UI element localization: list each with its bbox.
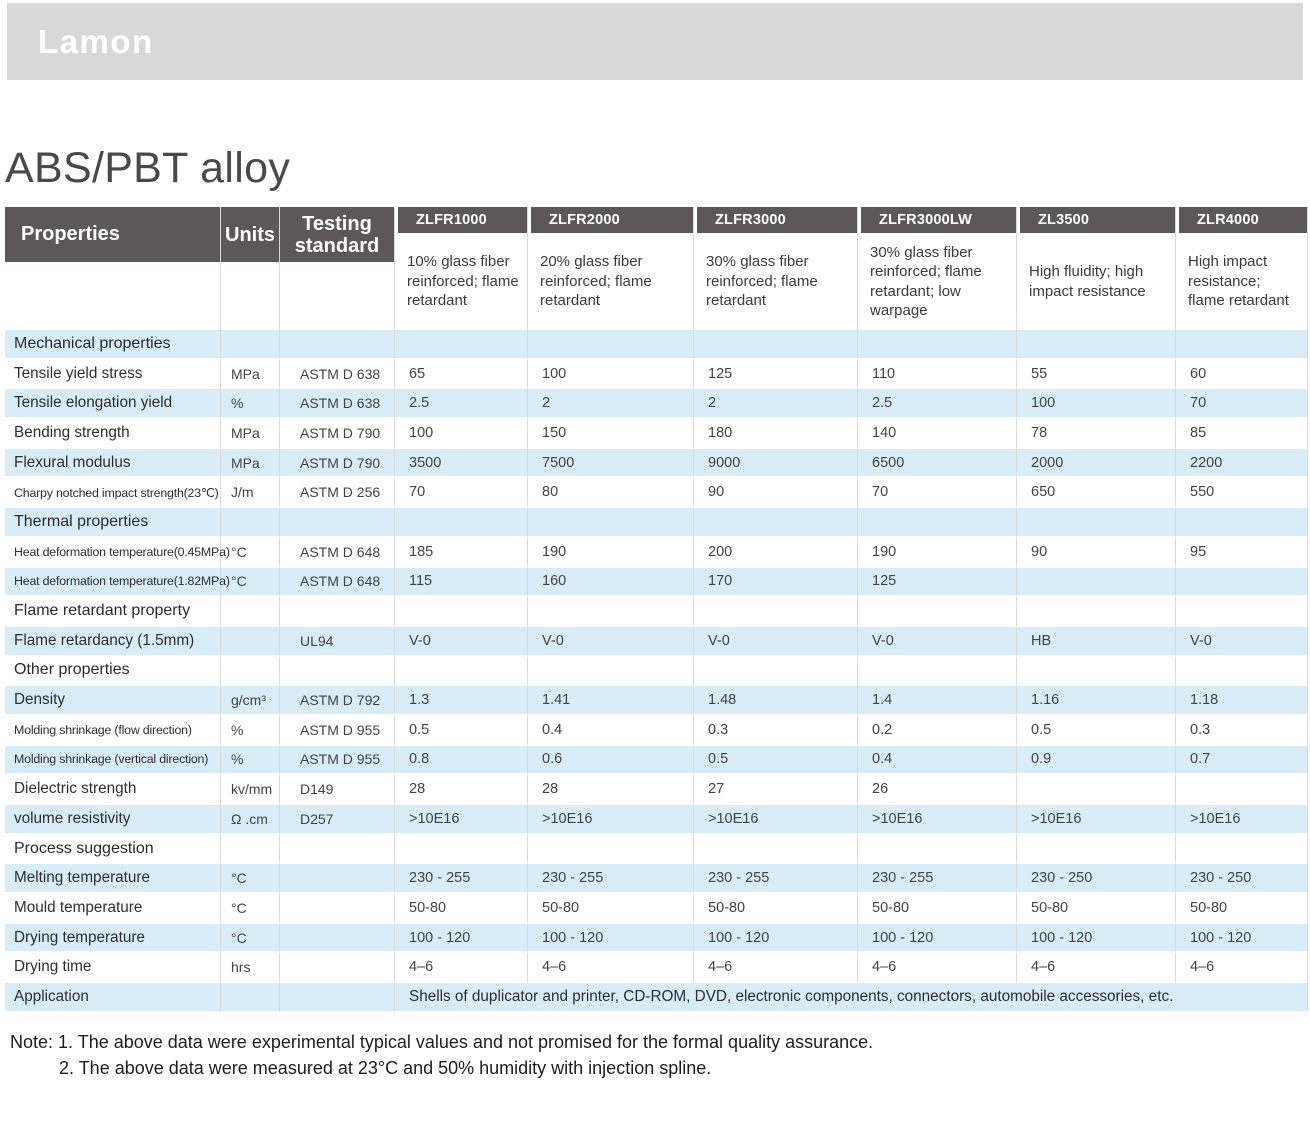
property-label-cell-volume-resistivity: volume resistivity bbox=[5, 805, 221, 835]
unit-cell: hrs bbox=[221, 953, 280, 983]
standard-cell bbox=[280, 657, 395, 687]
value-cell: 2 bbox=[528, 389, 694, 419]
value-cell: 140 bbox=[858, 419, 1017, 449]
value-cell bbox=[1017, 508, 1176, 538]
standard-cell: D257 bbox=[280, 805, 395, 835]
value-cell: 100 - 120 bbox=[1017, 924, 1176, 954]
value-cell: 70 bbox=[858, 478, 1017, 508]
table-row bbox=[5, 983, 1308, 1013]
value-cell: 1.4 bbox=[858, 686, 1017, 716]
value-cell: 0.5 bbox=[1017, 716, 1176, 746]
section-label-cell-other-properties: Other properties bbox=[5, 657, 221, 687]
value-cell: 2.5 bbox=[395, 389, 528, 419]
section-label-cell-process-suggestion: Process suggestion bbox=[5, 835, 221, 865]
value-cell: 550 bbox=[1176, 478, 1308, 508]
value-cell: V-0 bbox=[528, 627, 694, 657]
brand-banner bbox=[7, 3, 1303, 80]
value-cell: V-0 bbox=[395, 627, 528, 657]
value-cell bbox=[1017, 568, 1176, 598]
value-cell bbox=[395, 657, 528, 687]
note-line-2: 2. The above data were measured at 23°C and 50% humidity with injection spline. bbox=[59, 1057, 712, 1078]
value-cell bbox=[694, 835, 858, 865]
value-cell bbox=[858, 597, 1017, 627]
value-cell bbox=[1176, 597, 1308, 627]
unit-cell bbox=[221, 508, 280, 538]
standard-cell bbox=[280, 330, 395, 360]
standard-cell: ASTM D 638 bbox=[280, 389, 395, 419]
value-cell: 650 bbox=[1017, 478, 1176, 508]
value-cell: 100 bbox=[528, 360, 694, 390]
value-cell bbox=[1176, 657, 1308, 687]
standard-cell bbox=[280, 864, 395, 894]
value-cell: >10E16 bbox=[1176, 805, 1308, 835]
value-cell: 230 - 255 bbox=[694, 864, 858, 894]
value-cell: 50-80 bbox=[528, 894, 694, 924]
value-cell bbox=[694, 597, 858, 627]
value-cell: 4–6 bbox=[528, 953, 694, 983]
value-cell: 55 bbox=[1017, 360, 1176, 390]
column-header-testing-standard bbox=[280, 207, 395, 330]
standard-cell: ASTM D 792 bbox=[280, 686, 395, 716]
property-label-cell-dielectric-strength: Dielectric strength bbox=[5, 775, 221, 805]
value-cell bbox=[1176, 330, 1308, 360]
value-cell bbox=[1176, 568, 1308, 598]
value-cell: 2.5 bbox=[858, 389, 1017, 419]
value-cell: 1.48 bbox=[694, 686, 858, 716]
table-header bbox=[5, 207, 1308, 330]
standard-cell: ASTM D 648 bbox=[280, 538, 395, 568]
standard-cell: ASTM D 256 bbox=[280, 478, 395, 508]
value-cell: 100 - 120 bbox=[858, 924, 1017, 954]
value-cell bbox=[1017, 657, 1176, 687]
value-cell: 90 bbox=[694, 478, 858, 508]
value-cell bbox=[395, 508, 528, 538]
value-cell: 28 bbox=[395, 775, 528, 805]
standard-cell: ASTM D 955 bbox=[280, 716, 395, 746]
value-cell: 150 bbox=[528, 419, 694, 449]
value-cell: 125 bbox=[694, 360, 858, 390]
table-row bbox=[5, 360, 1308, 390]
unit-cell bbox=[221, 835, 280, 865]
value-cell: 95 bbox=[1176, 538, 1308, 568]
product-description: 20% glass fiber reinforced; flame retardant bbox=[540, 253, 652, 310]
value-cell: 90 bbox=[1017, 538, 1176, 568]
value-cell: 4–6 bbox=[694, 953, 858, 983]
standard-cell: ASTM D 790 bbox=[280, 449, 395, 479]
value-cell: 0.7 bbox=[1176, 746, 1308, 776]
value-cell: 100 - 120 bbox=[1176, 924, 1308, 954]
value-cell: 0.6 bbox=[528, 746, 694, 776]
value-cell bbox=[694, 508, 858, 538]
standard-cell bbox=[280, 508, 395, 538]
value-cell: 230 - 250 bbox=[1176, 864, 1308, 894]
value-cell: 2000 bbox=[1017, 449, 1176, 479]
unit-cell: MPa bbox=[221, 419, 280, 449]
product-column-zlfr3000 bbox=[694, 207, 858, 330]
value-cell bbox=[395, 330, 528, 360]
unit-cell: g/cm³ bbox=[221, 686, 280, 716]
standard-cell bbox=[280, 894, 395, 924]
value-cell: 100 - 120 bbox=[528, 924, 694, 954]
unit-cell: °C bbox=[221, 864, 280, 894]
property-label-cell-melting-temperature: Melting temperature bbox=[5, 864, 221, 894]
table-row bbox=[5, 568, 1308, 598]
value-cell: 100 bbox=[1017, 389, 1176, 419]
section-label-cell-mechanical-properties: Mechanical properties bbox=[5, 330, 221, 360]
standard-cell: ASTM D 955 bbox=[280, 746, 395, 776]
table-row bbox=[5, 449, 1308, 479]
value-cell: 1.18 bbox=[1176, 686, 1308, 716]
product-column-zlfr3000lw bbox=[858, 207, 1017, 330]
product-description: 10% glass fiber reinforced; flame retardant bbox=[407, 253, 519, 310]
unit-cell bbox=[221, 627, 280, 657]
property-label-cell-charpy-notched-impact-strength-23: Charpy notched impact strength(23℃) bbox=[5, 478, 221, 508]
value-cell bbox=[1017, 775, 1176, 805]
value-cell bbox=[528, 508, 694, 538]
value-cell: 125 bbox=[858, 568, 1017, 598]
value-cell: 230 - 255 bbox=[395, 864, 528, 894]
value-cell bbox=[858, 330, 1017, 360]
unit-cell: °C bbox=[221, 894, 280, 924]
value-cell: 0.5 bbox=[694, 746, 858, 776]
value-cell: >10E16 bbox=[1017, 805, 1176, 835]
property-label-cell-heat-deformation-temperature-0-45mpa: Heat deformation temperature(0.45MPa) bbox=[5, 538, 221, 568]
note-line-1: Note: 1. The above data were experimental typical values and not promised for the formal quality assurance. bbox=[10, 1031, 874, 1052]
value-cell: 170 bbox=[694, 568, 858, 598]
value-cell: >10E16 bbox=[395, 805, 528, 835]
value-cell bbox=[528, 597, 694, 627]
value-cell: 6500 bbox=[858, 449, 1017, 479]
table-row bbox=[5, 657, 1308, 687]
value-cell bbox=[1176, 508, 1308, 538]
property-label-cell-drying-time: Drying time bbox=[5, 953, 221, 983]
unit-cell: J/m bbox=[221, 478, 280, 508]
standard-cell: ASTM D 648 bbox=[280, 568, 395, 598]
value-cell bbox=[694, 330, 858, 360]
value-cell bbox=[528, 835, 694, 865]
value-cell: 60 bbox=[1176, 360, 1308, 390]
table-row bbox=[5, 686, 1308, 716]
section-label-cell-thermal-properties: Thermal properties bbox=[5, 508, 221, 538]
value-cell: 0.3 bbox=[1176, 716, 1308, 746]
product-code: ZLFR3000 bbox=[697, 207, 857, 233]
value-cell: 100 bbox=[395, 419, 528, 449]
value-cell: 27 bbox=[694, 775, 858, 805]
value-cell bbox=[1017, 597, 1176, 627]
property-label-cell-flexural-modulus: Flexural modulus bbox=[5, 449, 221, 479]
property-label-cell-heat-deformation-temperature-1-82mpa: Heat deformation temperature(1.82MPa) bbox=[5, 568, 221, 598]
property-label-cell-molding-shrinkage-vertical-direction: Molding shrinkage (vertical direction) bbox=[5, 746, 221, 776]
table-row bbox=[5, 330, 1308, 360]
value-cell bbox=[1017, 835, 1176, 865]
column-header-label: Properties bbox=[5, 207, 220, 262]
value-cell: 26 bbox=[858, 775, 1017, 805]
value-cell: 28 bbox=[528, 775, 694, 805]
value-cell: 4–6 bbox=[1017, 953, 1176, 983]
table-row bbox=[5, 419, 1308, 449]
property-label-cell-bending-strength: Bending strength bbox=[5, 419, 221, 449]
value-cell: 190 bbox=[858, 538, 1017, 568]
application-text-cell: Shells of duplicator and printer, CD-ROM, DVD, electronic components, connectors, automobile accessories, etc. bbox=[395, 983, 1308, 1013]
table-body bbox=[5, 330, 1308, 1013]
table-row bbox=[5, 894, 1308, 924]
value-cell: 2200 bbox=[1176, 449, 1308, 479]
value-cell bbox=[694, 657, 858, 687]
product-code: ZLFR1000 bbox=[398, 207, 527, 233]
value-cell: >10E16 bbox=[528, 805, 694, 835]
value-cell: 9000 bbox=[694, 449, 858, 479]
brand-logo: Lamon bbox=[38, 22, 154, 60]
value-cell: 230 - 255 bbox=[528, 864, 694, 894]
product-description: 30% glass fiber reinforced; flame retardant bbox=[706, 253, 818, 310]
table-row bbox=[5, 746, 1308, 776]
standard-cell bbox=[280, 597, 395, 627]
value-cell: 50-80 bbox=[1176, 894, 1308, 924]
table-row bbox=[5, 924, 1308, 954]
value-cell: 80 bbox=[528, 478, 694, 508]
value-cell: 70 bbox=[1176, 389, 1308, 419]
product-description: High fluidity; high impact resistance bbox=[1029, 263, 1146, 300]
value-cell bbox=[858, 657, 1017, 687]
standard-cell: ASTM D 790 bbox=[280, 419, 395, 449]
value-cell: 0.4 bbox=[528, 716, 694, 746]
value-cell bbox=[528, 657, 694, 687]
product-description: 30% glass fiber reinforced; flame retardant; low warpage bbox=[870, 243, 982, 319]
value-cell: 100 - 120 bbox=[694, 924, 858, 954]
value-cell: 0.8 bbox=[395, 746, 528, 776]
value-cell: V-0 bbox=[858, 627, 1017, 657]
product-column-zl3500 bbox=[1017, 207, 1176, 330]
property-label-cell-mould-temperature: Mould temperature bbox=[5, 894, 221, 924]
unit-cell: kv/mm bbox=[221, 775, 280, 805]
unit-cell: °C bbox=[221, 568, 280, 598]
value-cell: >10E16 bbox=[858, 805, 1017, 835]
property-label-cell-molding-shrinkage-flow-direction: Molding shrinkage (flow direction) bbox=[5, 716, 221, 746]
table-row bbox=[5, 627, 1308, 657]
page-title: ABS/PBT alloy bbox=[5, 144, 291, 192]
value-cell bbox=[858, 508, 1017, 538]
section-label-cell-flame-retardant-property: Flame retardant property bbox=[5, 597, 221, 627]
value-cell: 70 bbox=[395, 478, 528, 508]
value-cell: HB bbox=[1017, 627, 1176, 657]
table-row bbox=[5, 864, 1308, 894]
value-cell: 50-80 bbox=[395, 894, 528, 924]
value-cell: 7500 bbox=[528, 449, 694, 479]
unit-cell: °C bbox=[221, 924, 280, 954]
value-cell: 4–6 bbox=[1176, 953, 1308, 983]
standard-cell bbox=[280, 924, 395, 954]
value-cell: 0.2 bbox=[858, 716, 1017, 746]
table-row bbox=[5, 597, 1308, 627]
value-cell bbox=[528, 330, 694, 360]
value-cell bbox=[1176, 835, 1308, 865]
value-cell: 3500 bbox=[395, 449, 528, 479]
standard-cell bbox=[280, 983, 395, 1013]
value-cell: >10E16 bbox=[694, 805, 858, 835]
value-cell: 230 - 255 bbox=[858, 864, 1017, 894]
table-row bbox=[5, 508, 1308, 538]
value-cell: 0.9 bbox=[1017, 746, 1176, 776]
value-cell bbox=[858, 835, 1017, 865]
value-cell: 50-80 bbox=[694, 894, 858, 924]
value-cell: 4–6 bbox=[395, 953, 528, 983]
table-row bbox=[5, 775, 1308, 805]
property-label-cell-tensile-elongation-yield: Tensile elongation yield bbox=[5, 389, 221, 419]
unit-cell: Ω .cm bbox=[221, 805, 280, 835]
standard-cell bbox=[280, 835, 395, 865]
table-row bbox=[5, 716, 1308, 746]
unit-cell bbox=[221, 657, 280, 687]
unit-cell bbox=[221, 597, 280, 627]
product-code: ZLFR2000 bbox=[531, 207, 693, 233]
value-cell bbox=[395, 835, 528, 865]
value-cell bbox=[1017, 330, 1176, 360]
value-cell: 50-80 bbox=[1017, 894, 1176, 924]
table-row bbox=[5, 389, 1308, 419]
value-cell: 115 bbox=[395, 568, 528, 598]
value-cell: 1.16 bbox=[1017, 686, 1176, 716]
standard-cell: D149 bbox=[280, 775, 395, 805]
standard-cell: ASTM D 638 bbox=[280, 360, 395, 390]
standard-cell: UL94 bbox=[280, 627, 395, 657]
column-header-properties bbox=[5, 207, 221, 330]
value-cell: 85 bbox=[1176, 419, 1308, 449]
product-code: ZLR4000 bbox=[1179, 207, 1307, 233]
unit-cell bbox=[221, 330, 280, 360]
value-cell bbox=[395, 597, 528, 627]
product-column-zlfr1000 bbox=[395, 207, 528, 330]
product-description: High impact resistance; flame retardant bbox=[1188, 253, 1289, 310]
unit-cell: MPa bbox=[221, 360, 280, 390]
column-header-units bbox=[221, 207, 280, 330]
table-row bbox=[5, 953, 1308, 983]
value-cell: 110 bbox=[858, 360, 1017, 390]
value-cell: 230 - 250 bbox=[1017, 864, 1176, 894]
table-row bbox=[5, 835, 1308, 865]
value-cell: 180 bbox=[694, 419, 858, 449]
property-label-cell-tensile-yield-stress: Tensile yield stress bbox=[5, 360, 221, 390]
product-column-zlfr2000 bbox=[528, 207, 694, 330]
notes bbox=[10, 1030, 1310, 1081]
unit-cell: MPa bbox=[221, 449, 280, 479]
properties-table bbox=[5, 207, 1308, 1013]
value-cell: 50-80 bbox=[858, 894, 1017, 924]
product-code: ZLFR3000LW bbox=[861, 207, 1016, 233]
product-code: ZL3500 bbox=[1020, 207, 1175, 233]
value-cell: 1.3 bbox=[395, 686, 528, 716]
value-cell: 100 - 120 bbox=[395, 924, 528, 954]
property-label-cell-application: Application bbox=[5, 983, 221, 1013]
value-cell: V-0 bbox=[1176, 627, 1308, 657]
property-label-cell-drying-temperature: Drying temperature bbox=[5, 924, 221, 954]
property-label-cell-flame-retardancy-1-5mm: Flame retardancy (1.5mm) bbox=[5, 627, 221, 657]
value-cell: V-0 bbox=[694, 627, 858, 657]
column-header-label: Units bbox=[221, 207, 279, 262]
table-row bbox=[5, 805, 1308, 835]
value-cell: 0.5 bbox=[395, 716, 528, 746]
value-cell: 78 bbox=[1017, 419, 1176, 449]
value-cell: 0.4 bbox=[858, 746, 1017, 776]
value-cell: 200 bbox=[694, 538, 858, 568]
unit-cell bbox=[221, 983, 280, 1013]
value-cell: 4–6 bbox=[858, 953, 1017, 983]
unit-cell: °C bbox=[221, 538, 280, 568]
column-header-label: Testing standard bbox=[280, 207, 394, 262]
value-cell: 185 bbox=[395, 538, 528, 568]
unit-cell: % bbox=[221, 716, 280, 746]
table-row bbox=[5, 538, 1308, 568]
value-cell: 160 bbox=[528, 568, 694, 598]
product-column-zlr4000 bbox=[1176, 207, 1308, 330]
value-cell bbox=[1176, 775, 1308, 805]
table-row bbox=[5, 478, 1308, 508]
value-cell: 190 bbox=[528, 538, 694, 568]
value-cell: 0.3 bbox=[694, 716, 858, 746]
page bbox=[0, 3, 1310, 1081]
header-row bbox=[5, 207, 1308, 330]
standard-cell bbox=[280, 953, 395, 983]
value-cell: 65 bbox=[395, 360, 528, 390]
value-cell: 2 bbox=[694, 389, 858, 419]
unit-cell: % bbox=[221, 746, 280, 776]
property-label-cell-density: Density bbox=[5, 686, 221, 716]
unit-cell: % bbox=[221, 389, 280, 419]
value-cell: 1.41 bbox=[528, 686, 694, 716]
